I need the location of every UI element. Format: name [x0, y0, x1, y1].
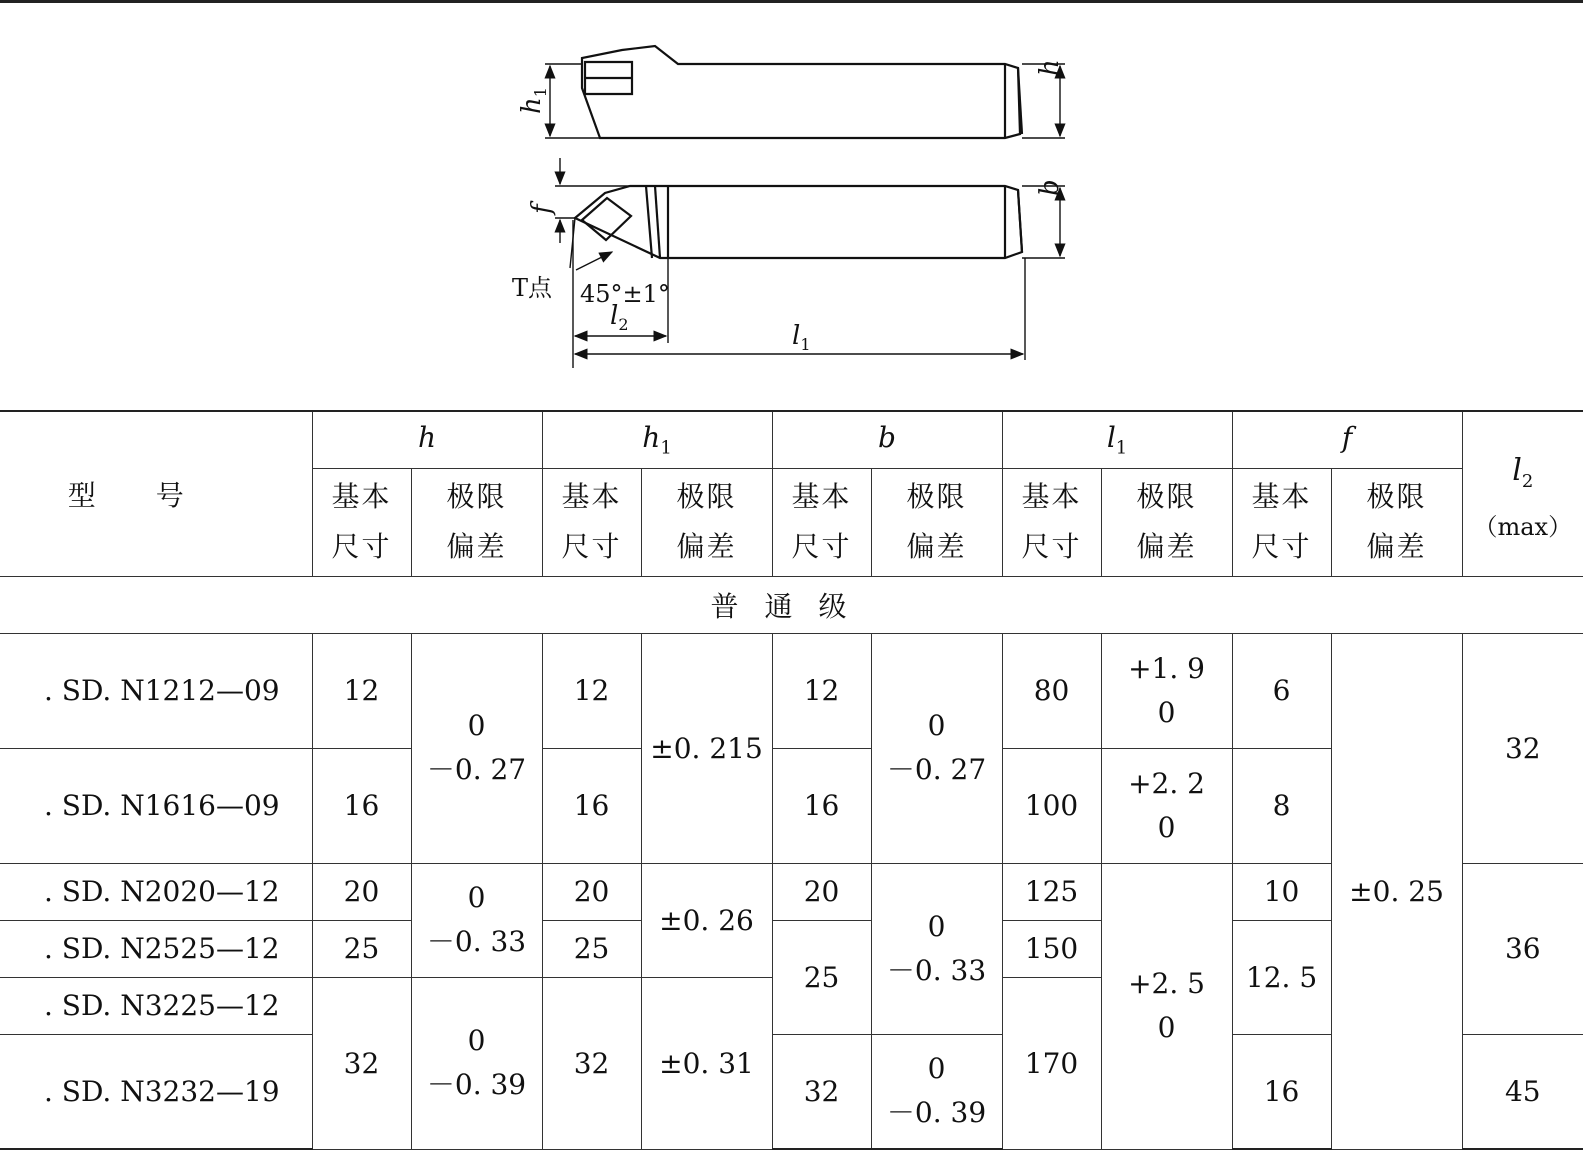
- h1-cell: 20: [542, 863, 641, 920]
- h1-tol-cell: ±0. 215: [641, 633, 772, 863]
- label-l2: $l_2$: [610, 301, 629, 334]
- label-h: h: [1035, 59, 1065, 76]
- l1-tol-cell: +2. 5 0: [1101, 863, 1232, 1149]
- l1-basic-header: 基本 尺寸: [1002, 468, 1101, 576]
- h1-tol-cell: ±0. 31: [641, 977, 772, 1149]
- l1-cell: 80: [1002, 633, 1101, 748]
- h1-tol-cell: ±0. 26: [641, 863, 772, 977]
- b-cell: 32: [772, 1034, 871, 1149]
- group-header-h1: $h_1$: [542, 411, 772, 468]
- side-view-outline: [582, 46, 1020, 138]
- label-t-point: T点: [512, 274, 553, 302]
- l1-cell: 170: [1002, 977, 1101, 1149]
- h-cell: 12: [312, 633, 411, 748]
- h1-cell: 16: [542, 748, 641, 863]
- h1-cell: 25: [542, 920, 641, 977]
- l2-cell: 36: [1462, 863, 1583, 1034]
- l2-header: $l_2$ （max）: [1462, 411, 1583, 576]
- model-cell: . SD. N1616—09: [0, 748, 312, 863]
- h-cell: 16: [312, 748, 411, 863]
- l1-cell: 125: [1002, 863, 1101, 920]
- model-cell: . SD. N3225—12: [0, 977, 312, 1034]
- f-cell: 12. 5: [1232, 920, 1331, 1034]
- h-cell: 20: [312, 863, 411, 920]
- f-tol-header: 极限 偏差: [1331, 468, 1462, 576]
- b-cell: 12: [772, 633, 871, 748]
- b-tol-header: 极限 偏差: [871, 468, 1002, 576]
- h1-cell: 32: [542, 977, 641, 1149]
- group-header-h: h: [312, 411, 542, 468]
- b-tol-cell: 0 －0. 27: [871, 633, 1002, 863]
- h1-cell: 12: [542, 633, 641, 748]
- label-f: f: [527, 204, 557, 214]
- b-cell: 20: [772, 863, 871, 920]
- model-cell: . SD. N2020—12: [0, 863, 312, 920]
- label-angle: 45°±1°: [580, 280, 670, 308]
- top-view-outline: [575, 186, 1022, 258]
- h1-tol-header: 极限 偏差: [641, 468, 772, 576]
- label-b: b: [1035, 179, 1065, 196]
- b-basic-header: 基本 尺寸: [772, 468, 871, 576]
- f-cell: 8: [1232, 748, 1331, 863]
- h-tol-cell: 0 －0. 27: [411, 633, 542, 863]
- f-cell: 6: [1232, 633, 1331, 748]
- spec-table: [0, 410, 1583, 1150]
- label-h1: $h_1$: [517, 87, 550, 114]
- l1-cell: 100: [1002, 748, 1101, 863]
- tool-drawing: [500, 38, 1100, 378]
- f-tol-cell: ±0. 25: [1331, 633, 1462, 1149]
- group-header-f: f: [1232, 411, 1462, 468]
- h1-basic-header: 基本 尺寸: [542, 468, 641, 576]
- f-basic-header: 基本 尺寸: [1232, 468, 1331, 576]
- l1-tol-cell: +2. 2 0: [1101, 748, 1232, 863]
- model-cell: . SD. N2525—12: [0, 920, 312, 977]
- tool-drawing-svg: [500, 38, 1100, 378]
- l1-tol-cell: +1. 9 0: [1101, 633, 1232, 748]
- b-tol-cell: 0 －0. 39: [871, 1034, 1002, 1149]
- group-header-b: b: [772, 411, 1002, 468]
- table-row: [0, 633, 1583, 748]
- b-cell: 16: [772, 748, 871, 863]
- h-tol-cell: 0 －0. 33: [411, 863, 542, 977]
- l1-cell: 150: [1002, 920, 1101, 977]
- model-cell: . SD. N1212—09: [0, 633, 312, 748]
- f-cell: 10: [1232, 863, 1331, 920]
- model-header: 型号: [0, 411, 312, 576]
- l2-cell: 45: [1462, 1034, 1583, 1149]
- label-l1: $l_1$: [792, 321, 811, 354]
- f-cell: 16: [1232, 1034, 1331, 1149]
- h-cell: 32: [312, 977, 411, 1149]
- h-tol-cell: 0 －0. 39: [411, 977, 542, 1149]
- header-row-1: [0, 411, 1583, 468]
- h-basic-header: 基本 尺寸: [312, 468, 411, 576]
- grade-label: 普通级: [0, 576, 1583, 633]
- group-header-l1: $l_1$: [1002, 411, 1232, 468]
- h-tol-header: 极限 偏差: [411, 468, 542, 576]
- b-tol-cell: 0 －0. 33: [871, 863, 1002, 1034]
- b-cell: 25: [772, 920, 871, 1034]
- model-cell: . SD. N3232—19: [0, 1034, 312, 1149]
- top-rule: [0, 0, 1583, 3]
- h-cell: 25: [312, 920, 411, 977]
- l2-cell: 32: [1462, 633, 1583, 863]
- l1-tol-header: 极限 偏差: [1101, 468, 1232, 576]
- grade-row: [0, 576, 1583, 633]
